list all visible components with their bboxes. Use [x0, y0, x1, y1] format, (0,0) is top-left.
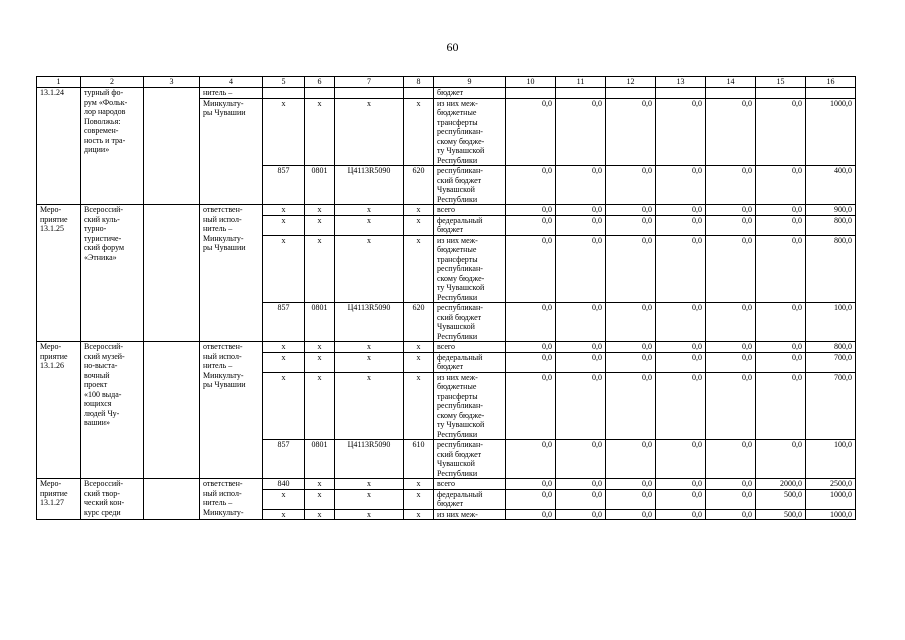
- value-cell: 700,0: [806, 372, 856, 440]
- column-header: 5: [263, 77, 305, 88]
- value-cell: 0,0: [506, 479, 556, 490]
- value-cell: 0,0: [506, 166, 556, 205]
- event-name: Всероссий- ский музей- но-выста- вочный проект «100 выда- ющихся людей Чу- вашии»: [81, 342, 144, 479]
- event-name: Всероссий- ский куль- турно- туристиче- ский форум «Этника»: [81, 205, 144, 342]
- value-cell: 1000,0: [806, 509, 856, 520]
- blank-cell: [556, 88, 606, 99]
- blank-cell: [144, 205, 200, 342]
- funding-source: республикан- ский бюджет Чувашской Республики: [434, 303, 506, 342]
- value-cell: 0,0: [556, 489, 606, 509]
- value-cell: 0,0: [606, 509, 656, 520]
- value-cell: 0,0: [506, 205, 556, 216]
- column-header: 7: [335, 77, 404, 88]
- value-cell: 700,0: [806, 352, 856, 372]
- value-cell: 0,0: [656, 98, 706, 166]
- kbk-target: х: [335, 509, 404, 520]
- event-number: Меро- приятие 13.1.25: [37, 205, 81, 342]
- blank-cell: [706, 88, 756, 99]
- value-cell: 2000,0: [756, 479, 806, 490]
- value-cell: 0,0: [606, 440, 656, 479]
- blank-cell: [806, 88, 856, 99]
- value-cell: 0,0: [606, 215, 656, 235]
- value-cell: 0,0: [706, 440, 756, 479]
- kbk-target: Ц4113R5090: [335, 440, 404, 479]
- value-cell: 0,0: [556, 166, 606, 205]
- column-header: 11: [556, 77, 606, 88]
- kbk-target: Ц4113R5090: [335, 303, 404, 342]
- kbk-target: х: [335, 352, 404, 372]
- value-cell: 0,0: [706, 215, 756, 235]
- funding-source: всего: [434, 205, 506, 216]
- kbk-grbs: 840: [263, 479, 305, 490]
- value-cell: 0,0: [506, 440, 556, 479]
- kbk-expense: х: [404, 98, 434, 166]
- value-cell: 0,0: [756, 235, 806, 303]
- funding-source: всего: [434, 479, 506, 490]
- value-cell: 0,0: [556, 235, 606, 303]
- value-cell: 0,0: [506, 303, 556, 342]
- value-cell: 0,0: [556, 372, 606, 440]
- value-cell: 0,0: [606, 235, 656, 303]
- blank-cell: [144, 479, 200, 520]
- value-cell: 0,0: [556, 215, 606, 235]
- funding-source: бюджет: [434, 88, 506, 99]
- value-cell: 0,0: [656, 303, 706, 342]
- kbk-expense: х: [404, 215, 434, 235]
- blank-cell: [404, 88, 434, 99]
- kbk-expense: х: [404, 509, 434, 520]
- kbk-grbs: х: [263, 489, 305, 509]
- kbk-expense: 610: [404, 440, 434, 479]
- value-cell: 0,0: [606, 98, 656, 166]
- funding-source: всего: [434, 342, 506, 353]
- value-cell: 0,0: [606, 479, 656, 490]
- header-row: [37, 77, 856, 88]
- column-header: 15: [756, 77, 806, 88]
- value-cell: 0,0: [506, 98, 556, 166]
- value-cell: 0,0: [706, 303, 756, 342]
- value-cell: 0,0: [706, 489, 756, 509]
- value-cell: 0,0: [706, 509, 756, 520]
- value-cell: 0,0: [706, 235, 756, 303]
- value-cell: 0,0: [506, 489, 556, 509]
- page-number: 60: [446, 40, 459, 54]
- value-cell: 800,0: [806, 342, 856, 353]
- value-cell: 0,0: [606, 342, 656, 353]
- kbk-section: х: [305, 372, 335, 440]
- value-cell: 0,0: [756, 372, 806, 440]
- kbk-target: х: [335, 372, 404, 440]
- executor: ответствен- ный испол- нитель – Минкульту-: [200, 479, 263, 520]
- executor: ответствен- ный испол- нитель – Минкульту- ры Чувашии: [200, 205, 263, 342]
- blank-cell: [656, 88, 706, 99]
- value-cell: 0,0: [556, 509, 606, 520]
- kbk-grbs: х: [263, 235, 305, 303]
- kbk-section: х: [305, 489, 335, 509]
- value-cell: 0,0: [556, 440, 606, 479]
- value-cell: 0,0: [606, 166, 656, 205]
- value-cell: 900,0: [806, 205, 856, 216]
- value-cell: 0,0: [506, 509, 556, 520]
- blank-cell: [335, 88, 404, 99]
- value-cell: 800,0: [806, 215, 856, 235]
- value-cell: 0,0: [556, 205, 606, 216]
- value-cell: 0,0: [556, 342, 606, 353]
- kbk-section: х: [305, 235, 335, 303]
- value-cell: 0,0: [506, 235, 556, 303]
- kbk-grbs: х: [263, 372, 305, 440]
- value-cell: 2500,0: [806, 479, 856, 490]
- kbk-expense: х: [404, 235, 434, 303]
- value-cell: 0,0: [606, 352, 656, 372]
- value-cell: 0,0: [606, 489, 656, 509]
- column-header: 10: [506, 77, 556, 88]
- value-cell: 0,0: [606, 372, 656, 440]
- value-cell: 0,0: [656, 509, 706, 520]
- value-cell: 500,0: [756, 489, 806, 509]
- value-cell: 0,0: [556, 479, 606, 490]
- kbk-grbs: х: [263, 509, 305, 520]
- value-cell: 0,0: [706, 342, 756, 353]
- kbk-grbs: 857: [263, 303, 305, 342]
- value-cell: 0,0: [706, 98, 756, 166]
- funding-source: республикан- ский бюджет Чувашской Республики: [434, 166, 506, 205]
- value-cell: 0,0: [656, 166, 706, 205]
- kbk-target: х: [335, 98, 404, 166]
- value-cell: 0,0: [556, 352, 606, 372]
- value-cell: 0,0: [606, 303, 656, 342]
- value-cell: 400,0: [806, 166, 856, 205]
- value-cell: 0,0: [756, 205, 806, 216]
- value-cell: 0,0: [506, 342, 556, 353]
- value-cell: 0,0: [706, 479, 756, 490]
- blank-cell: [606, 88, 656, 99]
- kbk-grbs: 857: [263, 166, 305, 205]
- value-cell: 0,0: [756, 342, 806, 353]
- column-header: 13: [656, 77, 706, 88]
- kbk-target: х: [335, 235, 404, 303]
- column-header: 1: [37, 77, 81, 88]
- kbk-section: 0801: [305, 303, 335, 342]
- event-name: Всероссий- ский твор- ческий кон- курс среди: [81, 479, 144, 520]
- event-number: 13.1.24: [37, 88, 81, 205]
- funding-source: из них меж-: [434, 509, 506, 520]
- kbk-target: х: [335, 205, 404, 216]
- value-cell: 0,0: [756, 303, 806, 342]
- value-cell: 800,0: [806, 235, 856, 303]
- kbk-grbs: х: [263, 215, 305, 235]
- value-cell: 0,0: [756, 98, 806, 166]
- table-row: [37, 88, 856, 99]
- event-name: турный фо- рум «Фольк- лор народов Поволжья: современ- ность и тра- диции»: [81, 88, 144, 205]
- table-row: [37, 342, 856, 353]
- budget-table: [36, 76, 856, 520]
- blank-cell: [506, 88, 556, 99]
- blank-cell: [305, 88, 335, 99]
- value-cell: 1000,0: [806, 98, 856, 166]
- kbk-section: х: [305, 352, 335, 372]
- column-header: 14: [706, 77, 756, 88]
- blank-cell: [263, 88, 305, 99]
- column-header: 9: [434, 77, 506, 88]
- kbk-section: 0801: [305, 166, 335, 205]
- blank-cell: [144, 342, 200, 479]
- value-cell: 100,0: [806, 440, 856, 479]
- funding-source: из них меж- бюджетные трансферты республикан- скому бюдже- ту Чувашской Республики: [434, 372, 506, 440]
- kbk-target: х: [335, 215, 404, 235]
- funding-source: из них меж- бюджетные трансферты республикан- скому бюдже- ту Чувашской Республики: [434, 98, 506, 166]
- kbk-expense: х: [404, 479, 434, 490]
- kbk-expense: 620: [404, 166, 434, 205]
- value-cell: 0,0: [756, 352, 806, 372]
- column-header: 12: [606, 77, 656, 88]
- kbk-expense: х: [404, 342, 434, 353]
- value-cell: 0,0: [556, 98, 606, 166]
- kbk-section: х: [305, 98, 335, 166]
- blank-cell: [144, 88, 200, 205]
- value-cell: 0,0: [706, 166, 756, 205]
- kbk-grbs: х: [263, 342, 305, 353]
- value-cell: 0,0: [756, 166, 806, 205]
- funding-source: федеральный бюджет: [434, 215, 506, 235]
- column-header: 16: [806, 77, 856, 88]
- column-header: 8: [404, 77, 434, 88]
- value-cell: 0,0: [656, 215, 706, 235]
- event-number: Меро- приятие 13.1.27: [37, 479, 81, 520]
- kbk-grbs: х: [263, 98, 305, 166]
- kbk-grbs: 857: [263, 440, 305, 479]
- column-header: 2: [81, 77, 144, 88]
- kbk-section: х: [305, 205, 335, 216]
- event-number: Меро- приятие 13.1.26: [37, 342, 81, 479]
- value-cell: 0,0: [706, 372, 756, 440]
- value-cell: 0,0: [656, 479, 706, 490]
- kbk-section: х: [305, 479, 335, 490]
- value-cell: 500,0: [756, 509, 806, 520]
- kbk-target: х: [335, 489, 404, 509]
- kbk-section: х: [305, 215, 335, 235]
- value-cell: 0,0: [756, 215, 806, 235]
- kbk-expense: х: [404, 352, 434, 372]
- value-cell: 100,0: [806, 303, 856, 342]
- blank-cell: [756, 88, 806, 99]
- value-cell: 0,0: [506, 215, 556, 235]
- table-row: [37, 205, 856, 216]
- executor: нитель –: [200, 88, 263, 99]
- kbk-grbs: х: [263, 205, 305, 216]
- value-cell: 1000,0: [806, 489, 856, 509]
- column-header: 6: [305, 77, 335, 88]
- kbk-expense: 620: [404, 303, 434, 342]
- value-cell: 0,0: [656, 372, 706, 440]
- value-cell: 0,0: [556, 303, 606, 342]
- kbk-expense: х: [404, 205, 434, 216]
- funding-source: из них меж- бюджетные трансферты республикан- скому бюдже- ту Чувашской Республики: [434, 235, 506, 303]
- value-cell: 0,0: [756, 440, 806, 479]
- value-cell: 0,0: [656, 440, 706, 479]
- value-cell: 0,0: [606, 205, 656, 216]
- kbk-expense: х: [404, 372, 434, 440]
- kbk-section: 0801: [305, 440, 335, 479]
- funding-source: республикан- ский бюджет Чувашской Республики: [434, 440, 506, 479]
- kbk-section: х: [305, 342, 335, 353]
- kbk-grbs: х: [263, 352, 305, 372]
- executor: ответствен- ный испол- нитель – Минкульту- ры Чувашии: [200, 342, 263, 479]
- column-header: 3: [144, 77, 200, 88]
- kbk-target: х: [335, 342, 404, 353]
- table-row: [37, 479, 856, 490]
- funding-source: федеральный бюджет: [434, 489, 506, 509]
- kbk-target: х: [335, 479, 404, 490]
- value-cell: 0,0: [656, 205, 706, 216]
- value-cell: 0,0: [656, 489, 706, 509]
- value-cell: 0,0: [656, 352, 706, 372]
- value-cell: 0,0: [506, 352, 556, 372]
- kbk-expense: х: [404, 489, 434, 509]
- kbk-target: Ц4113R5090: [335, 166, 404, 205]
- value-cell: 0,0: [656, 235, 706, 303]
- value-cell: 0,0: [656, 342, 706, 353]
- executor: Минкульту- ры Чувашии: [200, 98, 263, 205]
- column-header: 4: [200, 77, 263, 88]
- funding-source: федеральный бюджет: [434, 352, 506, 372]
- value-cell: 0,0: [706, 352, 756, 372]
- kbk-section: х: [305, 509, 335, 520]
- value-cell: 0,0: [506, 372, 556, 440]
- value-cell: 0,0: [706, 205, 756, 216]
